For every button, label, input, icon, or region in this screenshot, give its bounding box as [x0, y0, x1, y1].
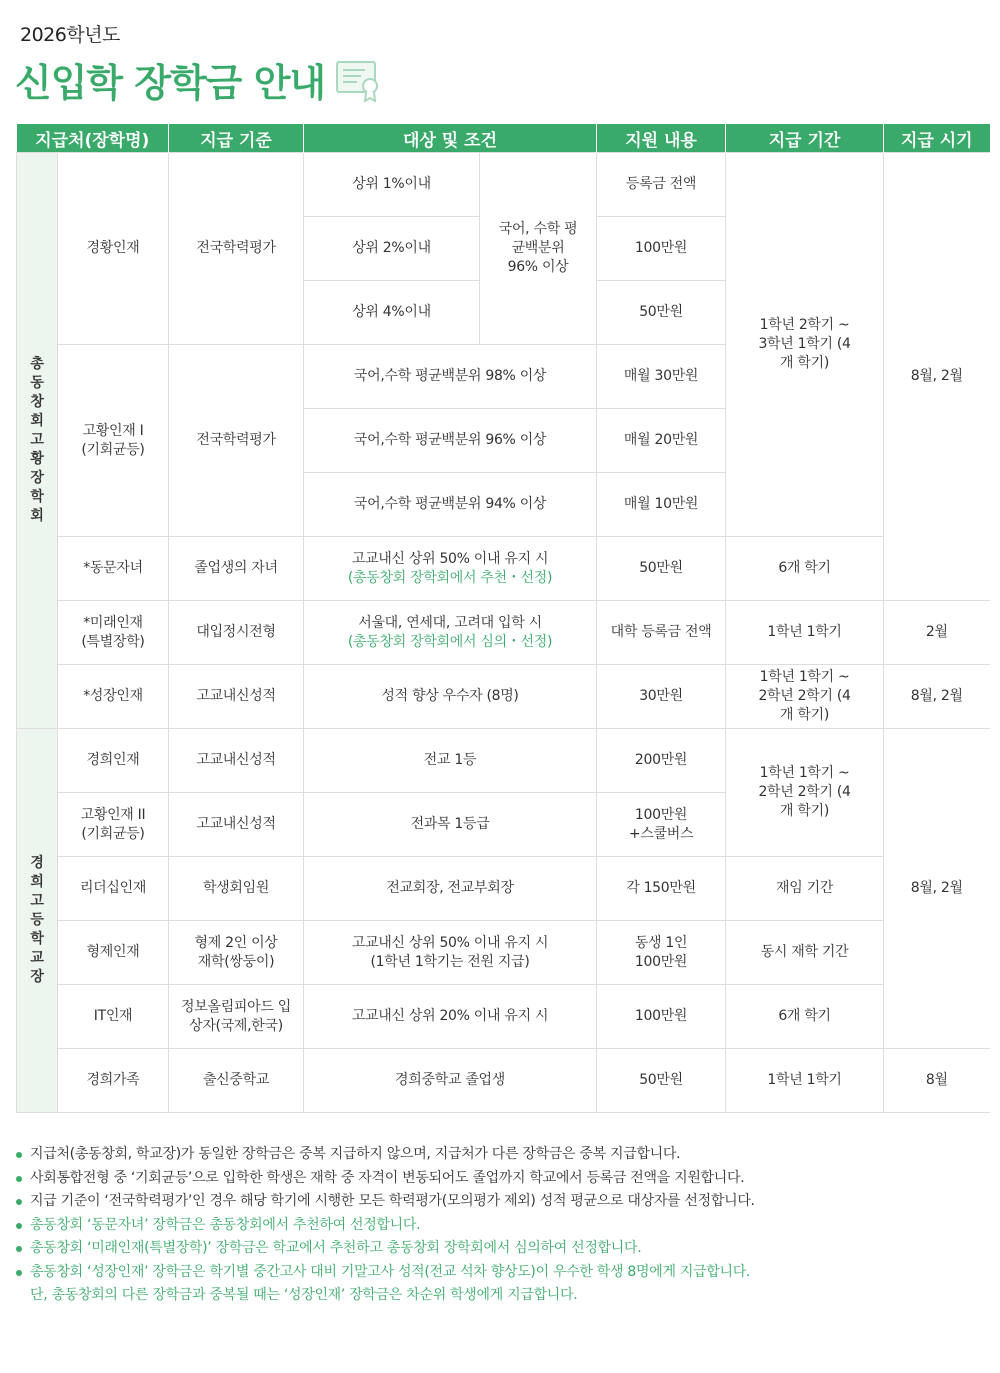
note-item: 총동창회 ‘성장인재’ 장학금은 학기별 중간고사 대비 기말고사 성적(전교 석차 향상도)이 우수한 학생 8명에게 지급합니다.: [16, 1261, 991, 1285]
period-cell: 재임 기간: [726, 857, 884, 921]
support-cell: 200만원: [597, 729, 726, 793]
table-row: [17, 1049, 990, 1113]
condition-cell: 상위 1%이내: [304, 153, 480, 217]
note-item: 지급 기준이 ‘전국학력평가’인 경우 해당 학기에 시행한 모든 학력평가(모의평가 제외) 성적 평균으로 대상자를 선정합니다.: [16, 1190, 991, 1214]
period-cell: 1학년 1학기 ~ 2학년 2학기 (4개 학기): [726, 729, 884, 857]
period-cell: 6개 학기: [726, 537, 884, 601]
title-row: [15, 52, 381, 107]
scholarship-name: 경희인재: [58, 729, 169, 793]
col-header-support: 지원 내용: [597, 124, 726, 153]
certificate-icon: [335, 58, 381, 102]
scholarship-basis: 전국학력평가: [169, 345, 304, 537]
condition-cell: 전교 1등: [304, 729, 597, 793]
condition-cell: 국어,수학 평균백분위 98% 이상: [304, 345, 597, 409]
table-row: [17, 537, 990, 601]
scholarship-basis: 고교내신성적: [169, 793, 304, 857]
col-header-period: 지급 기간: [726, 124, 884, 153]
support-cell: 등록금 전액: [597, 153, 726, 217]
support-cell: 100만원: [597, 217, 726, 281]
scholarship-name: 경희가족: [58, 1049, 169, 1113]
scholarship-name: IT인재: [58, 985, 169, 1049]
note-item: 총동창회 ‘미래인재(특별장학)’ 장학금은 학교에서 추천하고 총동창회 장학회에서 심의하여 선정합니다.: [16, 1237, 991, 1261]
period-cell: 1학년 1학기: [726, 1049, 884, 1113]
period-cell: 1학년 1학기: [726, 601, 884, 665]
timing-cell: 2월: [884, 601, 990, 665]
note-item: 총동창회 ‘동문자녀’ 장학금은 총동창회에서 추천하여 선정합니다.: [16, 1214, 991, 1238]
timing-cell: 8월, 2월: [884, 153, 990, 601]
condition-cell: 전과목 1등급: [304, 793, 597, 857]
timing-cell: 8월, 2월: [884, 729, 990, 1049]
support-cell: 50만원: [597, 537, 726, 601]
period-cell: 동시 재학 기간: [726, 921, 884, 985]
scholarship-name: 리더십인재: [58, 857, 169, 921]
support-cell: 100만원 +스쿨버스: [597, 793, 726, 857]
year-label: 2026학년도: [20, 24, 120, 46]
scholarship-basis: 형제 2인 이상 재학(쌍둥이): [169, 921, 304, 985]
condition-common-cell: 국어, 수학 평균백분위 96% 이상: [480, 153, 597, 345]
table-row: [17, 153, 990, 217]
condition-cell: [304, 537, 597, 601]
scholarship-name: *성장인재: [58, 665, 169, 729]
condition-cell: 전교회장, 전교부회장: [304, 857, 597, 921]
col-header-condition: 대상 및 조건: [304, 124, 597, 153]
scholarship-name: 형제인재: [58, 921, 169, 985]
page-title: 신입학 장학금 안내: [15, 61, 326, 105]
condition-cell: 상위 4%이내: [304, 281, 480, 345]
table-row: [17, 857, 990, 921]
condition-note: (총동창회 장학회에서 추천・선정): [347, 569, 553, 586]
col-header-provider: 지급처(장학명): [17, 124, 169, 153]
table-row: [17, 665, 990, 729]
table-row: [17, 985, 990, 1049]
scholarship-basis: 학생회임원: [169, 857, 304, 921]
table-row: [17, 921, 990, 985]
scholarship-table: [16, 124, 990, 1113]
scholarship-name: 경황인재: [58, 153, 169, 345]
col-header-timing: 지급 시기: [884, 124, 990, 153]
group-label-alumni: 총 동 창 회 고 황 장 학 회: [17, 153, 58, 729]
period-cell: 6개 학기: [726, 985, 884, 1049]
group-label-school: 경 희 고 등 학 교 장: [17, 729, 58, 1113]
timing-cell: 8월: [884, 1049, 990, 1113]
condition-cell: 상위 2%이내: [304, 217, 480, 281]
scholarship-name: 고황인재 II (기회균등): [58, 793, 169, 857]
support-cell: 동생 1인 100만원: [597, 921, 726, 985]
support-cell: 매월 30만원: [597, 345, 726, 409]
condition-cell: 고교내신 상위 20% 이내 유지 시: [304, 985, 597, 1049]
condition-main: 고교내신 상위 50% 이내 유지 시: [351, 550, 549, 567]
period-cell: 1학년 2학기 ~ 3학년 1학기 (4개 학기): [726, 153, 884, 537]
support-cell: 50만원: [597, 1049, 726, 1113]
support-cell: 50만원: [597, 281, 726, 345]
scholarship-name: *동문자녀: [58, 537, 169, 601]
support-cell: 각 150만원: [597, 857, 726, 921]
note-item: 사회통합전형 중 ‘기회균등’으로 입학한 학생은 재학 중 자격이 변동되어도 졸업까지 학교에서 등록금 전액을 지원합니다.: [16, 1167, 991, 1191]
condition-cell: 성적 향상 우수자 (8명): [304, 665, 597, 729]
support-cell: 매월 10만원: [597, 473, 726, 537]
col-header-basis: 지급 기준: [169, 124, 304, 153]
notes-list: [16, 1143, 991, 1308]
scholarship-basis: 졸업생의 자녀: [169, 537, 304, 601]
support-cell: 30만원: [597, 665, 726, 729]
condition-cell: 고교내신 상위 50% 이내 유지 시 (1학년 1학기는 전원 지급): [304, 921, 597, 985]
table-header: [17, 124, 990, 153]
scholarship-basis: 대입정시전형: [169, 601, 304, 665]
scholarship-name: *미래인재 (특별장학): [58, 601, 169, 665]
period-cell: 1학년 1학기 ~ 2학년 2학기 (4개 학기): [726, 665, 884, 729]
condition-note: (총동창회 장학회에서 심의・선정): [347, 633, 553, 650]
condition-cell: 국어,수학 평균백분위 96% 이상: [304, 409, 597, 473]
note-continuation: 단, 총동창회의 다른 장학금과 중복될 때는 ‘성장인재’ 장학금은 차순위 학생에게 지급합니다.: [30, 1287, 578, 1303]
scholarship-basis: 정보올림피아드 입상자(국제,한국): [169, 985, 304, 1049]
support-cell: 매월 20만원: [597, 409, 726, 473]
condition-cell: 국어,수학 평균백분위 94% 이상: [304, 473, 597, 537]
note-item: 지급처(총동창회, 학교장)가 동일한 장학금은 중복 지급하지 않으며, 지급처가 다른 장학금은 중복 지급합니다.: [16, 1143, 991, 1167]
condition-cell: 경희중학교 졸업생: [304, 1049, 597, 1113]
scholarship-basis: 고교내신성적: [169, 729, 304, 793]
scholarship-basis: 전국학력평가: [169, 153, 304, 345]
scholarship-basis: 출신중학교: [169, 1049, 304, 1113]
scholarship-name: 고황인재 I (기회균등): [58, 345, 169, 537]
table-row: [17, 601, 990, 665]
condition-cell: [304, 601, 597, 665]
table-row: [17, 729, 990, 793]
scholarship-basis: 고교내신성적: [169, 665, 304, 729]
timing-cell: 8월, 2월: [884, 665, 990, 729]
support-cell: 대학 등록금 전액: [597, 601, 726, 665]
condition-main: 서울대, 연세대, 고려대 입학 시: [358, 614, 542, 631]
support-cell: 100만원: [597, 985, 726, 1049]
